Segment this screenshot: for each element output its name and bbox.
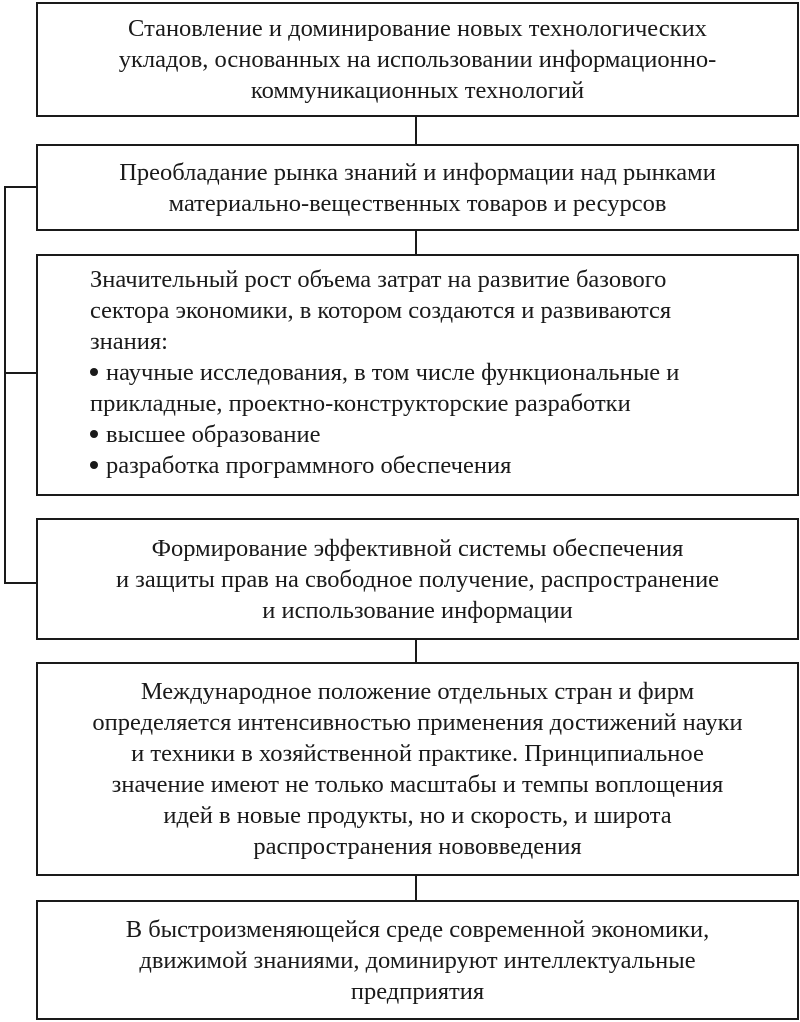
block-information-rights [36,518,799,640]
block-knowledge-sector-costs [36,254,799,496]
block-intellectual-enterprises [36,900,799,1020]
block-4-line: и использование информации [262,596,573,624]
bullet-item-higher-education [90,419,797,450]
bullet-text-continuation: прикладные, проектно-конструкторские разработки [90,390,631,417]
bracket-mid-arm [4,372,36,374]
bullet-item-research [90,357,797,388]
bullet-icon [90,368,98,376]
bullet-icon [90,430,98,438]
bullet-text: разработка программного обеспечения [106,452,512,479]
connector-4-5 [415,640,417,662]
bullet-text: научные исследования, в том числе функциональные и [106,359,680,386]
block-technological-orders [36,2,799,117]
block-5-line: Международное положение отдельных стран и фирм [140,678,695,705]
block-3-intro-line: сектора экономики, в котором создаются и развиваются [90,297,672,324]
block-2-line: Преобладание рынка знаний и информации над рынками [119,158,716,186]
bracket-top-arm [4,186,36,188]
block-5-line: определяется интенсивностью применения достижений науки [92,709,743,736]
block-6-line: движимой знаниями, доминируют интеллектуальные [139,946,696,974]
block-2-line: материально-вещественных товаров и ресурсов [168,189,667,217]
bullet-icon [90,461,98,469]
block-5-line: распространения нововведения [253,833,582,860]
bracket-vertical [4,186,6,584]
block-5-line: и техники в хозяйственной практике. Принципиальное [131,740,704,767]
block-3-intro-line: знания: [90,328,168,355]
bullet-text: высшее образование [106,421,321,448]
bullet-item-software [90,450,797,481]
block-international-position [36,662,799,876]
connector-2-3 [415,231,417,254]
bracket-bottom-arm [4,582,36,584]
block-5-line: идей в новые продукты, но и скорость, и широта [163,802,672,829]
connector-5-6 [415,876,417,900]
block-1-line: укладов, основанных на использовании информационно- [118,46,717,73]
block-6-line: предприятия [350,977,485,1005]
block-1-line: коммуникационных технологий [250,77,585,104]
block-4-line: и защиты прав на свободное получение, распространение [115,565,720,593]
block-3-intro-line: Значительный рост объема затрат на развитие базового [90,266,667,293]
block-5-line: значение имеют не только масштабы и темпы воплощения [111,771,724,798]
block-6-line: В быстроизменяющейся среде современной экономики, [125,915,710,943]
block-knowledge-market [36,144,799,231]
connector-1-2 [415,117,417,144]
block-4-line: Формирование эффективной системы обеспечения [151,534,684,562]
block-1-line: Становление и доминирование новых технологических [128,15,707,42]
